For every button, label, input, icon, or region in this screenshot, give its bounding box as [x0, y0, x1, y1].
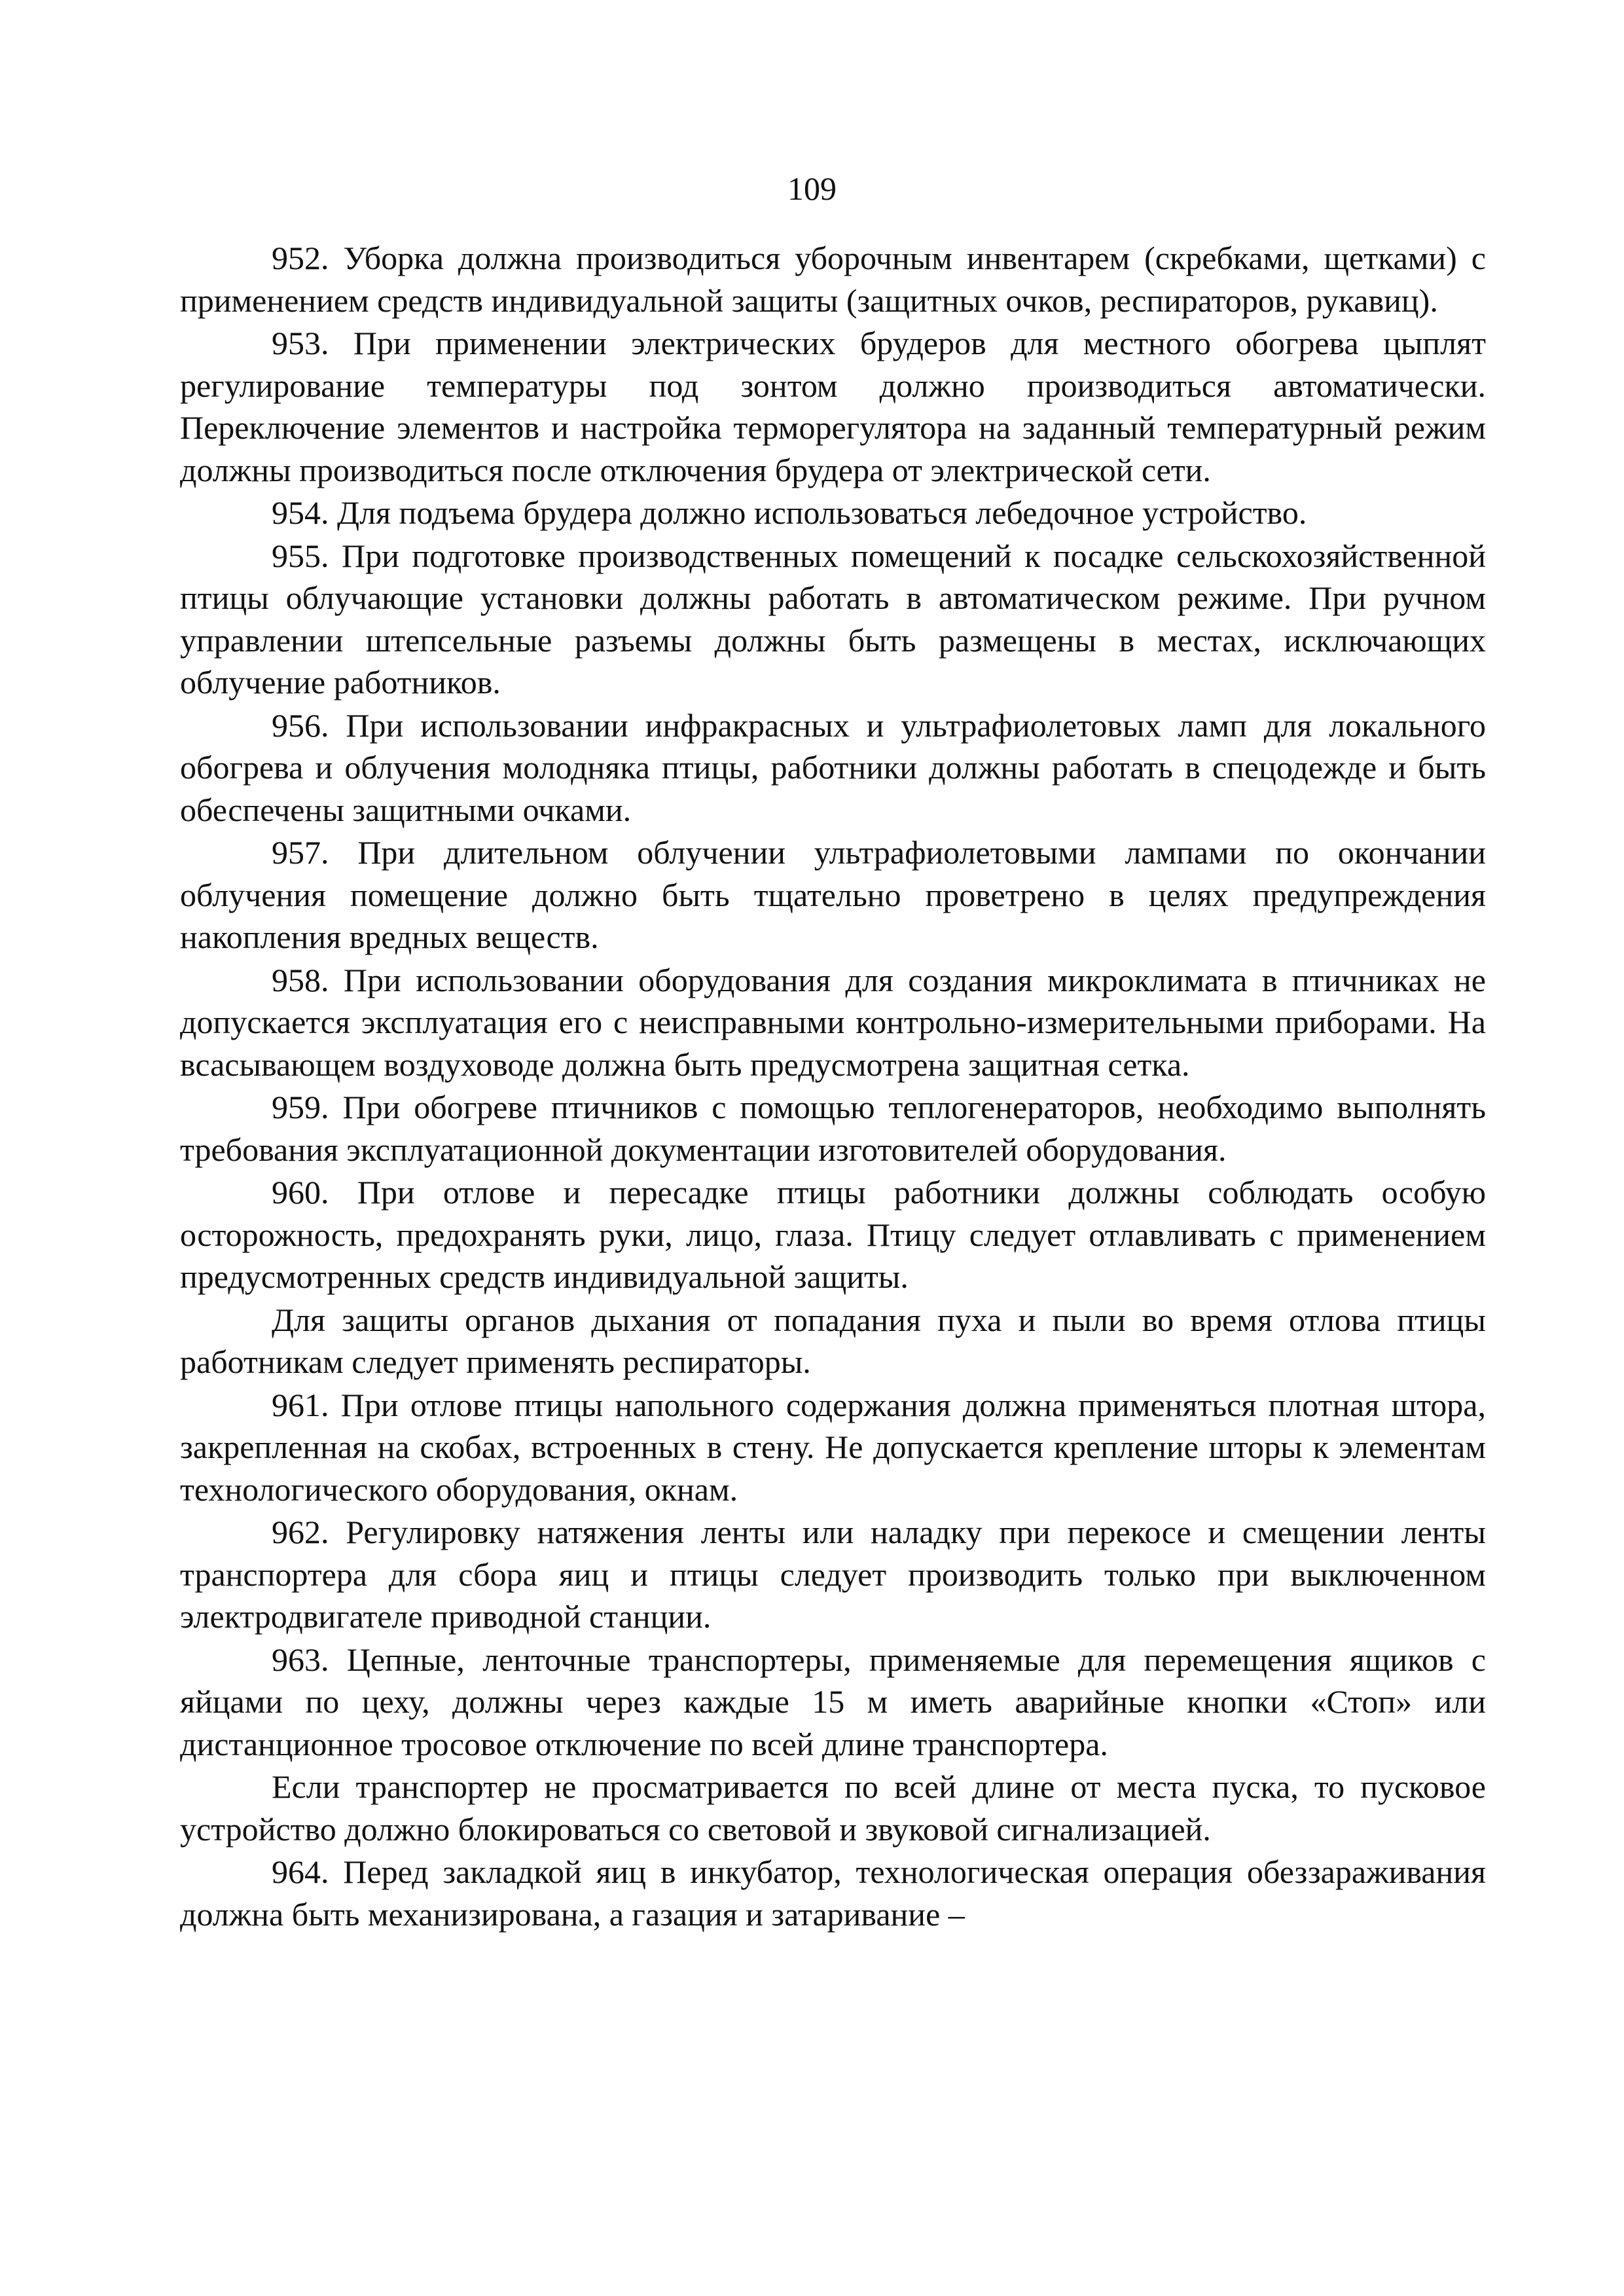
paragraph-957: 957. При длительном облучении ультрафиолетовыми лампами по окончании облучения помещение должно быть тщательно проветрено в целях предупреждения накопления вредных веществ.: [180, 834, 1486, 955]
paragraph-952: 952. Уборка должна производиться уборочным инвентарем (скребками, щетками) с применением средств индивидуальной защиты (защитных очков, респираторов, рукавиц).: [180, 240, 1486, 319]
paragraph-963-signaling: Если транспортер не просматривается по всей длине от места пуска, то пусковое устройство должно блокироваться со световой и звуковой сигнализацией.: [180, 1768, 1486, 1848]
paragraph-962: 962. Регулировку натяжения ленты или наладку при перекосе и смещении ленты транспортера для сбора яиц и птицы следует производить только при выключенном электродвигателе приводной станции.: [180, 1514, 1486, 1635]
paragraph-961: 961. При отлове птицы напольного содержания должна применяться плотная штора, закрепленная на скобах, встроенных в стену. Не допускается крепление шторы к элементам технологического оборудования, окнам.: [180, 1386, 1486, 1508]
paragraph-956: 956. При использовании инфракрасных и ультрафиолетовых ламп для локального обогрева и облучения молодняка птицы, работники должны работать в спецодежде и быть обеспечены защитными очками.: [180, 706, 1486, 828]
paragraph-958: 958. При использовании оборудования для создания микроклимата в птичниках не допускается эксплуатация его с неисправными контрольно-измерительными приборами. На всасывающем воздуховоде должна быть предусмотрена защитная сетка.: [180, 961, 1486, 1083]
paragraph-960: 960. При отлове и пересадке птицы работники должны соблюдать особую осторожность, предохранять руки, лицо, глаза. Птицу следует отлавливать с применением предусмотренных средств индивидуальной защиты.: [180, 1174, 1486, 1295]
page-number: 109: [787, 170, 837, 207]
paragraph-964: 964. Перед закладкой яиц в инкубатор, технологическая операция обеззараживания должна быть механизирована, а газация и затаривание –: [180, 1853, 1486, 1933]
paragraph-960-respirators: Для защиты органов дыхания от попадания пуха и пыли во время отлова птицы работникам следует применять респираторы.: [180, 1301, 1486, 1380]
document-body: [180, 237, 1486, 1936]
paragraph-955: 955. При подготовке производственных помещений к посадке сельскохозяйственной птицы облучающие установки должны работать в автоматическом режиме. При ручном управлении штепсельные разъемы должны быть размещены в местах, исключающих облучение работников.: [180, 537, 1486, 701]
paragraph-953: 953. При применении электрических брудеров для местного обогрева цыплят регулирование температуры под зонтом должно производиться автоматически. Переключение элементов и настройка терморегулятора на заданный температурный режим должны производиться после отключения брудера от электрической сети.: [180, 325, 1486, 488]
paragraph-959: 959. При обогреве птичников с помощью теплогенераторов, необходимо выполнять требования эксплуатационной документации изготовителей оборудования.: [180, 1089, 1486, 1168]
paragraph-954: 954. Для подъема брудера должно использоваться лебедочное устройство.: [272, 494, 1307, 531]
paragraph-963: 963. Цепные, ленточные транспортеры, применяемые для перемещения ящиков с яйцами по цеху, должны через каждые 15 м иметь аварийные кнопки «Стоп» или дистанционное тросовое отключение по всей длине транспортера.: [180, 1641, 1486, 1762]
